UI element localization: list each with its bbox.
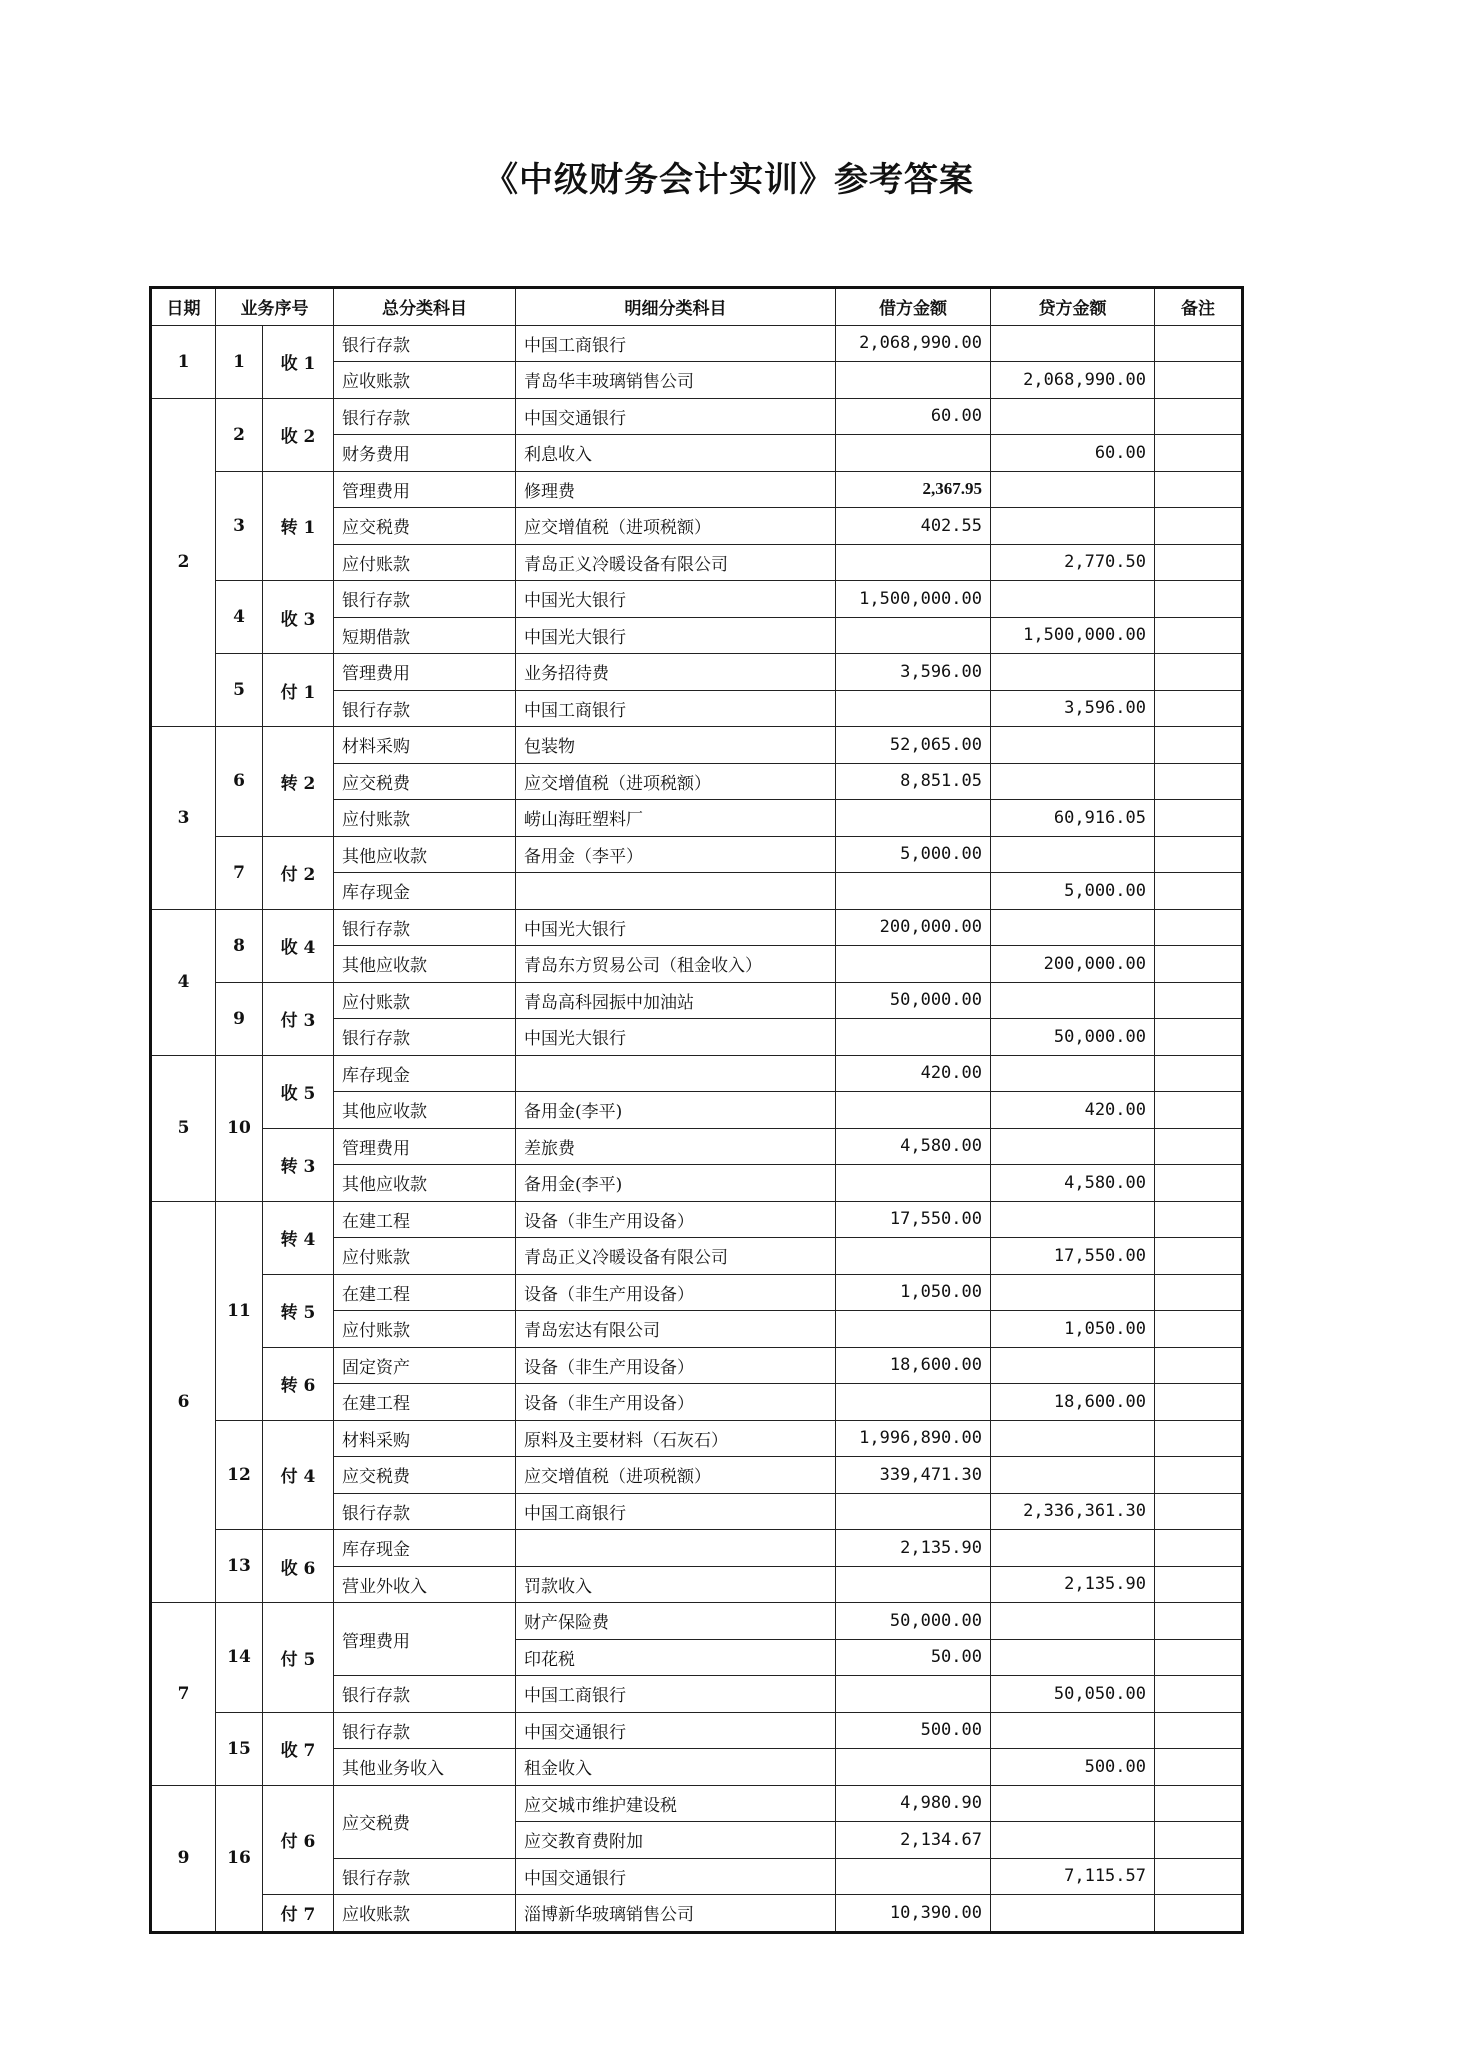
seq-number-cell: 5 [216, 654, 263, 727]
detail-account-cell: 中国交通银行 [516, 398, 836, 435]
general-account-cell: 材料采购 [334, 1420, 516, 1457]
general-account-cell: 银行存款 [334, 581, 516, 618]
voucher-cell: 付 4 [263, 1420, 334, 1530]
detail-account-cell: 中国交通银行 [516, 1712, 836, 1749]
note-cell [1155, 1384, 1243, 1421]
header-date: 日期 [151, 288, 216, 326]
seq-number-cell: 10 [216, 1055, 263, 1201]
general-account-cell: 应交税费 [334, 1457, 516, 1494]
voucher-cell: 收 7 [263, 1712, 334, 1785]
debit-cell: 402.55 [836, 508, 991, 545]
table-row [151, 325, 1243, 362]
debit-cell: 1,996,890.00 [836, 1420, 991, 1457]
debit-cell: 2,367.95 [836, 471, 991, 508]
credit-cell: 50,050.00 [991, 1676, 1155, 1713]
table-row [151, 1420, 1243, 1457]
credit-cell [991, 1420, 1155, 1457]
note-cell [1155, 1092, 1243, 1129]
note-cell [1155, 654, 1243, 691]
credit-cell [991, 727, 1155, 764]
note-cell [1155, 1530, 1243, 1567]
seq-number-cell: 7 [216, 836, 263, 909]
note-cell [1155, 946, 1243, 983]
credit-cell: 420.00 [991, 1092, 1155, 1129]
debit-cell: 8,851.05 [836, 763, 991, 800]
seq-number-cell: 13 [216, 1530, 263, 1603]
credit-cell: 2,770.50 [991, 544, 1155, 581]
debit-cell [836, 362, 991, 399]
voucher-cell: 收 3 [263, 581, 334, 654]
credit-cell: 3,596.00 [991, 690, 1155, 727]
debit-cell [836, 800, 991, 837]
debit-cell: 1,500,000.00 [836, 581, 991, 618]
note-cell [1155, 1347, 1243, 1384]
debit-cell [836, 873, 991, 910]
debit-cell: 50,000.00 [836, 1603, 991, 1640]
credit-cell [991, 1347, 1155, 1384]
date-cell: 3 [151, 727, 216, 910]
credit-cell: 4,580.00 [991, 1165, 1155, 1202]
detail-account-cell: 青岛宏达有限公司 [516, 1311, 836, 1348]
detail-account-cell: 备用金（李平） [516, 836, 836, 873]
general-account-cell: 应交税费 [334, 508, 516, 545]
voucher-cell: 转 5 [263, 1274, 334, 1347]
detail-account-cell [516, 873, 836, 910]
general-account-cell: 材料采购 [334, 727, 516, 764]
header-debit: 借方金额 [836, 288, 991, 326]
detail-account-cell [516, 1530, 836, 1567]
detail-account-cell: 财产保险费 [516, 1603, 836, 1640]
detail-account-cell: 中国交通银行 [516, 1858, 836, 1895]
debit-cell [836, 1493, 991, 1530]
general-account-cell: 应付账款 [334, 982, 516, 1019]
credit-cell [991, 1895, 1155, 1933]
date-cell: 7 [151, 1603, 216, 1786]
header-seq: 业务序号 [216, 288, 334, 326]
voucher-cell: 付 7 [263, 1895, 334, 1933]
credit-cell [991, 1055, 1155, 1092]
debit-cell [836, 1384, 991, 1421]
credit-cell [991, 1530, 1155, 1567]
credit-cell: 1,500,000.00 [991, 617, 1155, 654]
note-cell [1155, 1019, 1243, 1056]
table-row [151, 1347, 1243, 1384]
voucher-cell: 转 1 [263, 471, 334, 581]
seq-number-cell: 15 [216, 1712, 263, 1785]
general-account-cell: 库存现金 [334, 1055, 516, 1092]
general-account-cell: 银行存款 [334, 398, 516, 435]
general-account-cell: 营业外收入 [334, 1566, 516, 1603]
note-cell [1155, 435, 1243, 472]
seq-number-cell: 12 [216, 1420, 263, 1530]
general-account-cell: 管理费用 [334, 1603, 516, 1676]
seq-number-cell: 6 [216, 727, 263, 837]
credit-cell [991, 1712, 1155, 1749]
detail-account-cell: 中国工商银行 [516, 1493, 836, 1530]
date-cell: 4 [151, 909, 216, 1055]
credit-cell [991, 508, 1155, 545]
general-account-cell: 应交税费 [334, 1785, 516, 1858]
note-cell [1155, 1712, 1243, 1749]
debit-cell [836, 690, 991, 727]
detail-account-cell: 业务招待费 [516, 654, 836, 691]
note-cell [1155, 1311, 1243, 1348]
note-cell [1155, 544, 1243, 581]
debit-cell [836, 1238, 991, 1275]
debit-cell: 339,471.30 [836, 1457, 991, 1494]
note-cell [1155, 1749, 1243, 1786]
detail-account-cell: 修理费 [516, 471, 836, 508]
general-account-cell: 应付账款 [334, 544, 516, 581]
note-cell [1155, 1639, 1243, 1676]
detail-account-cell: 中国工商银行 [516, 325, 836, 362]
debit-cell: 4,580.00 [836, 1128, 991, 1165]
date-cell: 5 [151, 1055, 216, 1201]
detail-account-cell: 淄博新华玻璃销售公司 [516, 1895, 836, 1933]
general-account-cell: 应收账款 [334, 362, 516, 399]
table-row [151, 836, 1243, 873]
credit-cell [991, 1457, 1155, 1494]
note-cell [1155, 508, 1243, 545]
table-row [151, 1895, 1243, 1933]
note-cell [1155, 581, 1243, 618]
note-cell [1155, 800, 1243, 837]
voucher-cell: 收 4 [263, 909, 334, 982]
note-cell [1155, 1566, 1243, 1603]
table-row [151, 471, 1243, 508]
detail-account-cell: 罚款收入 [516, 1566, 836, 1603]
debit-cell [836, 617, 991, 654]
detail-account-cell: 原料及主要材料（石灰石） [516, 1420, 836, 1457]
header-detail: 明细分类科目 [516, 288, 836, 326]
detail-account-cell: 应交增值税（进项税额） [516, 1457, 836, 1494]
voucher-cell: 付 5 [263, 1603, 334, 1713]
credit-cell [991, 763, 1155, 800]
detail-account-cell: 包装物 [516, 727, 836, 764]
note-cell [1155, 1128, 1243, 1165]
debit-cell: 2,068,990.00 [836, 325, 991, 362]
detail-account-cell: 设备（非生产用设备） [516, 1384, 836, 1421]
note-cell [1155, 1603, 1243, 1640]
general-account-cell: 在建工程 [334, 1384, 516, 1421]
general-account-cell: 固定资产 [334, 1347, 516, 1384]
detail-account-cell: 应交增值税（进项税额） [516, 508, 836, 545]
credit-cell [991, 909, 1155, 946]
credit-cell [991, 1639, 1155, 1676]
date-cell: 1 [151, 325, 216, 398]
note-cell [1155, 398, 1243, 435]
general-account-cell: 银行存款 [334, 1676, 516, 1713]
date-cell: 2 [151, 398, 216, 727]
journal-table [149, 286, 1244, 1934]
note-cell [1155, 909, 1243, 946]
general-account-cell: 其他业务收入 [334, 1749, 516, 1786]
credit-cell: 200,000.00 [991, 946, 1155, 983]
general-account-cell: 应付账款 [334, 1311, 516, 1348]
credit-cell: 50,000.00 [991, 1019, 1155, 1056]
header-row [151, 288, 1243, 326]
debit-cell [836, 1019, 991, 1056]
debit-cell: 10,390.00 [836, 1895, 991, 1933]
credit-cell: 1,050.00 [991, 1311, 1155, 1348]
detail-account-cell: 应交增值税（进项税额） [516, 763, 836, 800]
general-account-cell: 银行存款 [334, 1493, 516, 1530]
detail-account-cell: 中国工商银行 [516, 1676, 836, 1713]
note-cell [1155, 836, 1243, 873]
debit-cell: 18,600.00 [836, 1347, 991, 1384]
credit-cell [991, 325, 1155, 362]
credit-cell [991, 1128, 1155, 1165]
credit-cell [991, 1274, 1155, 1311]
detail-account-cell [516, 1055, 836, 1092]
note-cell [1155, 471, 1243, 508]
credit-cell [991, 471, 1155, 508]
note-cell [1155, 1676, 1243, 1713]
note-cell [1155, 873, 1243, 910]
note-cell [1155, 1493, 1243, 1530]
voucher-cell: 转 4 [263, 1201, 334, 1274]
debit-cell [836, 1092, 991, 1129]
seq-number-cell: 14 [216, 1603, 263, 1713]
date-cell: 9 [151, 1785, 216, 1932]
note-cell [1155, 1822, 1243, 1859]
general-account-cell: 管理费用 [334, 654, 516, 691]
table-row [151, 982, 1243, 1019]
debit-cell [836, 1676, 991, 1713]
debit-cell [836, 1566, 991, 1603]
detail-account-cell: 差旅费 [516, 1128, 836, 1165]
table-row [151, 1785, 1243, 1822]
general-account-cell: 短期借款 [334, 617, 516, 654]
note-cell [1155, 1457, 1243, 1494]
credit-cell: 60,916.05 [991, 800, 1155, 837]
debit-cell: 2,135.90 [836, 1530, 991, 1567]
general-account-cell: 应付账款 [334, 800, 516, 837]
seq-number-cell: 16 [216, 1785, 263, 1932]
detail-account-cell: 备用金(李平) [516, 1165, 836, 1202]
voucher-cell: 转 2 [263, 727, 334, 837]
table-row [151, 1055, 1243, 1092]
general-account-cell: 在建工程 [334, 1274, 516, 1311]
debit-cell: 17,550.00 [836, 1201, 991, 1238]
table-row [151, 1712, 1243, 1749]
table-row [151, 727, 1243, 764]
debit-cell: 5,000.00 [836, 836, 991, 873]
note-cell [1155, 1165, 1243, 1202]
general-account-cell: 应交税费 [334, 763, 516, 800]
detail-account-cell: 印花税 [516, 1639, 836, 1676]
table-row [151, 1274, 1243, 1311]
note-cell [1155, 690, 1243, 727]
general-account-cell: 其他应收款 [334, 1092, 516, 1129]
voucher-cell: 收 6 [263, 1530, 334, 1603]
general-account-cell: 银行存款 [334, 1858, 516, 1895]
general-account-cell: 应收账款 [334, 1895, 516, 1933]
detail-account-cell: 中国光大银行 [516, 909, 836, 946]
general-account-cell: 银行存款 [334, 1019, 516, 1056]
table-row [151, 1201, 1243, 1238]
general-account-cell: 库存现金 [334, 1530, 516, 1567]
debit-cell: 50.00 [836, 1639, 991, 1676]
general-account-cell: 银行存款 [334, 690, 516, 727]
note-cell [1155, 1055, 1243, 1092]
debit-cell [836, 544, 991, 581]
note-cell [1155, 362, 1243, 399]
table-row [151, 1603, 1243, 1640]
debit-cell: 3,596.00 [836, 654, 991, 691]
seq-number-cell: 1 [216, 325, 263, 398]
voucher-cell: 转 3 [263, 1128, 334, 1201]
voucher-cell: 收 1 [263, 325, 334, 398]
note-cell [1155, 1201, 1243, 1238]
general-account-cell: 银行存款 [334, 1712, 516, 1749]
header-general: 总分类科目 [334, 288, 516, 326]
seq-number-cell: 3 [216, 471, 263, 581]
detail-account-cell: 设备（非生产用设备） [516, 1201, 836, 1238]
general-account-cell: 财务费用 [334, 435, 516, 472]
credit-cell: 7,115.57 [991, 1858, 1155, 1895]
table-row [151, 398, 1243, 435]
credit-cell [991, 1201, 1155, 1238]
credit-cell: 17,550.00 [991, 1238, 1155, 1275]
debit-cell: 4,980.90 [836, 1785, 991, 1822]
general-account-cell: 管理费用 [334, 1128, 516, 1165]
credit-cell [991, 836, 1155, 873]
voucher-cell: 收 5 [263, 1055, 334, 1128]
debit-cell: 52,065.00 [836, 727, 991, 764]
header-note: 备注 [1155, 288, 1243, 326]
general-account-cell: 管理费用 [334, 471, 516, 508]
note-cell [1155, 1858, 1243, 1895]
detail-account-cell: 中国光大银行 [516, 1019, 836, 1056]
debit-cell [836, 1165, 991, 1202]
debit-cell: 200,000.00 [836, 909, 991, 946]
detail-account-cell: 青岛华丰玻璃销售公司 [516, 362, 836, 399]
general-account-cell: 在建工程 [334, 1201, 516, 1238]
detail-account-cell: 应交城市维护建设税 [516, 1785, 836, 1822]
debit-cell [836, 1749, 991, 1786]
credit-cell: 500.00 [991, 1749, 1155, 1786]
debit-cell [836, 435, 991, 472]
debit-cell [836, 1858, 991, 1895]
credit-cell [991, 1603, 1155, 1640]
detail-account-cell: 中国光大银行 [516, 581, 836, 618]
detail-account-cell: 青岛东方贸易公司（租金收入） [516, 946, 836, 983]
general-account-cell: 银行存款 [334, 325, 516, 362]
credit-cell: 2,336,361.30 [991, 1493, 1155, 1530]
detail-account-cell: 中国光大银行 [516, 617, 836, 654]
general-account-cell: 应付账款 [334, 1238, 516, 1275]
voucher-cell: 付 6 [263, 1785, 334, 1895]
seq-number-cell: 2 [216, 398, 263, 471]
seq-number-cell: 11 [216, 1201, 263, 1420]
page-title: 《中级财务会计实训》参考答案 [484, 160, 974, 200]
table-row [151, 581, 1243, 618]
debit-cell: 50,000.00 [836, 982, 991, 1019]
voucher-cell: 收 2 [263, 398, 334, 471]
note-cell [1155, 1420, 1243, 1457]
debit-cell: 420.00 [836, 1055, 991, 1092]
credit-cell [991, 581, 1155, 618]
detail-account-cell: 青岛正义冷暖设备有限公司 [516, 1238, 836, 1275]
table-row [151, 654, 1243, 691]
note-cell [1155, 1895, 1243, 1933]
credit-cell: 2,068,990.00 [991, 362, 1155, 399]
detail-account-cell: 利息收入 [516, 435, 836, 472]
debit-cell: 1,050.00 [836, 1274, 991, 1311]
voucher-cell: 付 1 [263, 654, 334, 727]
note-cell [1155, 727, 1243, 764]
seq-number-cell: 8 [216, 909, 263, 982]
credit-cell [991, 1822, 1155, 1859]
detail-account-cell: 青岛正义冷暖设备有限公司 [516, 544, 836, 581]
header-credit: 贷方金额 [991, 288, 1155, 326]
general-account-cell: 其他应收款 [334, 836, 516, 873]
general-account-cell: 其他应收款 [334, 946, 516, 983]
detail-account-cell: 备用金(李平) [516, 1092, 836, 1129]
note-cell [1155, 617, 1243, 654]
credit-cell [991, 1785, 1155, 1822]
debit-cell [836, 946, 991, 983]
date-cell: 6 [151, 1201, 216, 1603]
seq-number-cell: 4 [216, 581, 263, 654]
note-cell [1155, 763, 1243, 800]
note-cell [1155, 982, 1243, 1019]
detail-account-cell: 应交教育费附加 [516, 1822, 836, 1859]
voucher-cell: 付 3 [263, 982, 334, 1055]
credit-cell: 5,000.00 [991, 873, 1155, 910]
credit-cell [991, 654, 1155, 691]
voucher-cell: 付 2 [263, 836, 334, 909]
table-row [151, 1128, 1243, 1165]
debit-cell: 500.00 [836, 1712, 991, 1749]
credit-cell [991, 982, 1155, 1019]
table-row [151, 1530, 1243, 1567]
credit-cell: 2,135.90 [991, 1566, 1155, 1603]
credit-cell: 18,600.00 [991, 1384, 1155, 1421]
detail-account-cell: 中国工商银行 [516, 690, 836, 727]
general-account-cell: 银行存款 [334, 909, 516, 946]
general-account-cell: 其他应收款 [334, 1165, 516, 1202]
detail-account-cell: 青岛高科园振中加油站 [516, 982, 836, 1019]
debit-cell: 60.00 [836, 398, 991, 435]
credit-cell: 60.00 [991, 435, 1155, 472]
voucher-cell: 转 6 [263, 1347, 334, 1420]
debit-cell: 2,134.67 [836, 1822, 991, 1859]
detail-account-cell: 设备（非生产用设备） [516, 1347, 836, 1384]
credit-cell [991, 398, 1155, 435]
note-cell [1155, 1785, 1243, 1822]
debit-cell [836, 1311, 991, 1348]
table-row [151, 909, 1243, 946]
detail-account-cell: 设备（非生产用设备） [516, 1274, 836, 1311]
note-cell [1155, 1274, 1243, 1311]
note-cell [1155, 325, 1243, 362]
note-cell [1155, 1238, 1243, 1275]
general-account-cell: 库存现金 [334, 873, 516, 910]
detail-account-cell: 崂山海旺塑料厂 [516, 800, 836, 837]
seq-number-cell: 9 [216, 982, 263, 1055]
detail-account-cell: 租金收入 [516, 1749, 836, 1786]
